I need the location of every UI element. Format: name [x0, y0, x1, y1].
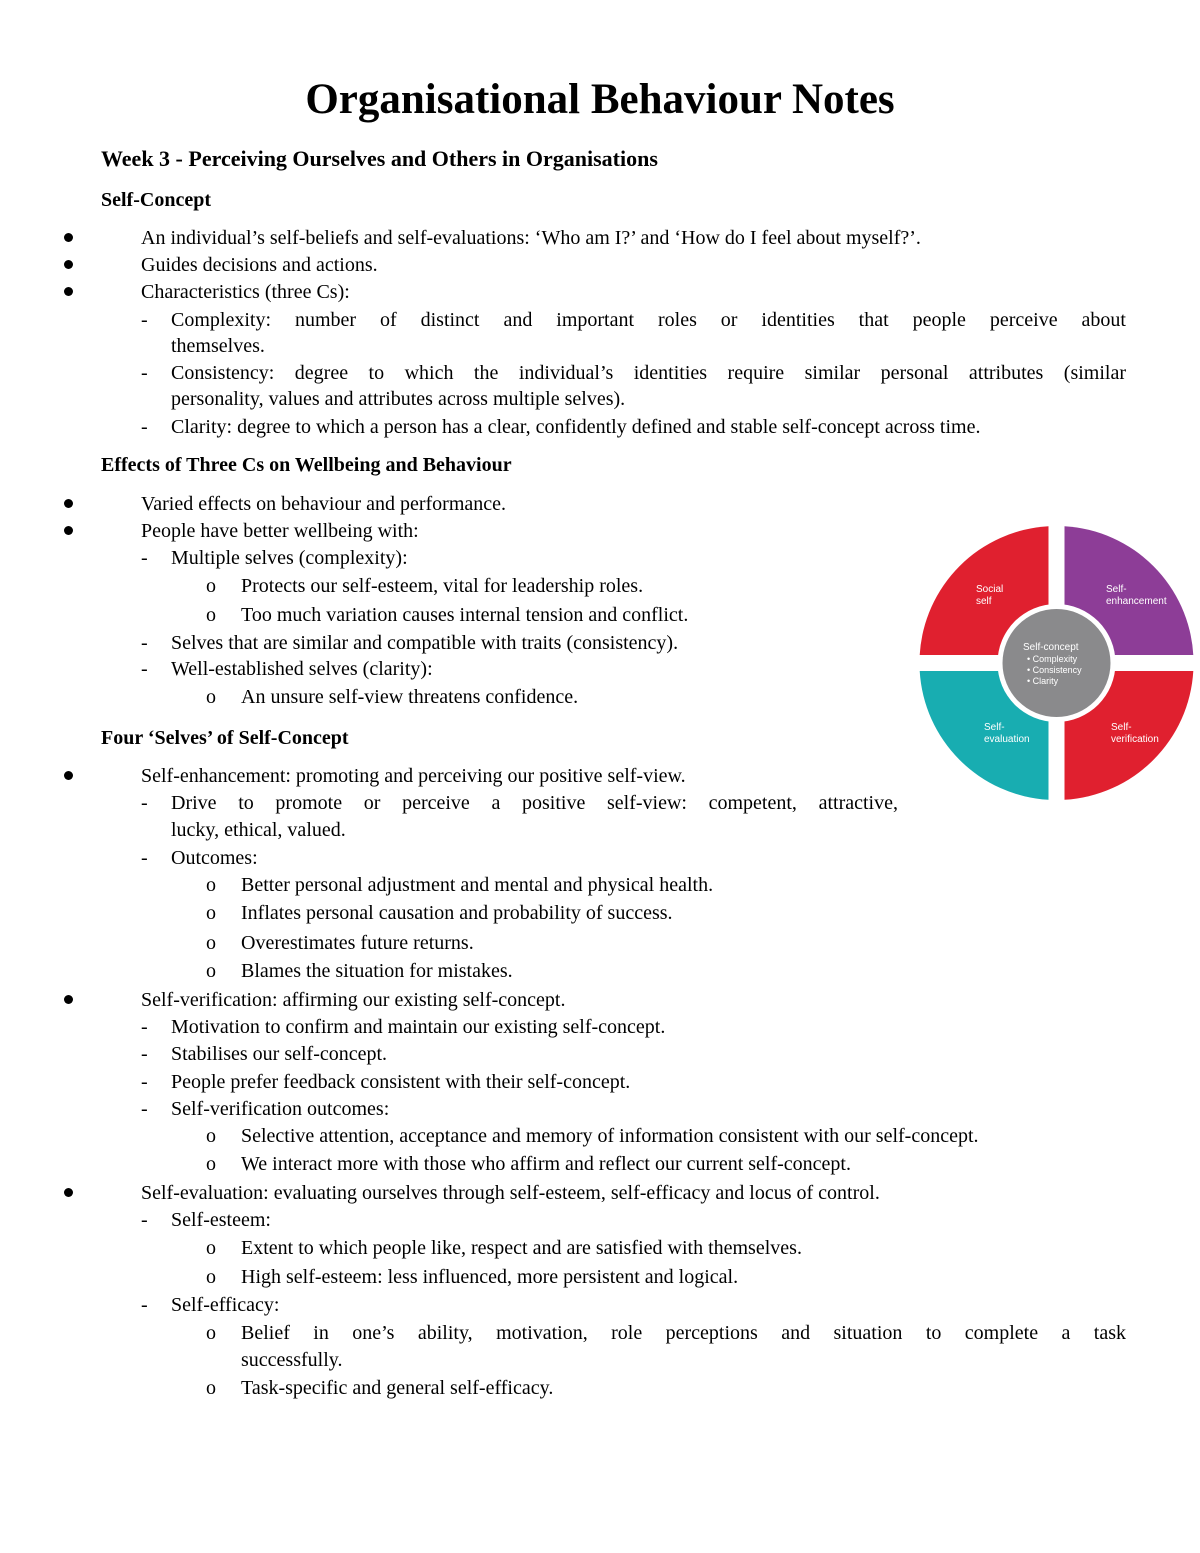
circle-marker: o — [206, 932, 216, 954]
list-item: Better personal adjustment and mental and physical health. — [241, 874, 714, 896]
circle-marker: o — [206, 1237, 216, 1259]
list-item: Blames the situation for mistakes. — [241, 960, 513, 982]
list-item: Clarity: degree to which a person has a clear, confidently defined and stable self-concept across time. — [171, 416, 981, 438]
dash-marker: - — [141, 309, 148, 331]
list-item: Motivation to confirm and maintain our existing self-concept. — [171, 1016, 666, 1038]
dash-marker: - — [141, 632, 148, 654]
list-item-continued: personality, values and attributes across multiple selves). — [171, 388, 626, 410]
list-item: An unsure self-view threatens confidence. — [241, 686, 579, 708]
circle-marker: o — [206, 575, 216, 597]
list-item: Characteristics (three Cs): — [141, 281, 350, 303]
list-item: Protects our self-esteem, vital for leadership roles. — [241, 575, 644, 597]
dash-marker: - — [141, 847, 148, 869]
week-heading: Week 3 - Perceiving Ourselves and Others in Organisations — [101, 146, 658, 171]
list-item: Complexity: number of distinct and important roles or identities that people perceive about — [171, 309, 1126, 331]
circle-marker: o — [206, 960, 216, 982]
list-item: Guides decisions and actions. — [141, 254, 378, 276]
dash-marker: - — [141, 362, 148, 384]
dash-marker: - — [141, 1098, 148, 1120]
dash-marker: - — [141, 1294, 148, 1316]
quadrant-label: Self- — [984, 722, 1005, 733]
list-item: Self-evaluation: evaluating ourselves through self-esteem, self-efficacy and locus of control. — [141, 1182, 880, 1204]
dash-marker: - — [141, 658, 148, 680]
list-item: Extent to which people like, respect and are satisfied with themselves. — [241, 1237, 802, 1259]
quadrant-label: evaluation — [984, 734, 1030, 745]
dash-marker: - — [141, 416, 148, 438]
list-item: High self-esteem: less influenced, more persistent and logical. — [241, 1266, 739, 1288]
bullet-dot — [64, 526, 73, 535]
dash-marker: - — [141, 1209, 148, 1231]
circle-marker: o — [206, 902, 216, 924]
list-item: Multiple selves (complexity): — [171, 547, 408, 569]
list-item: Self-verification outcomes: — [171, 1098, 390, 1120]
quadrant-label: Self- — [1106, 584, 1127, 595]
list-item: Overestimates future returns. — [241, 932, 474, 954]
list-item: Drive to promote or perceive a positive self-view: competent, attractive, — [171, 792, 898, 814]
list-item: An individual’s self-beliefs and self-evaluations: ‘Who am I?’ and ‘How do I feel about myself?’. — [141, 227, 921, 249]
list-item: Task-specific and general self-efficacy. — [241, 1377, 554, 1399]
list-item: Self-enhancement: promoting and perceiving our positive self-view. — [141, 765, 686, 787]
list-item: Consistency: degree to which the individual’s identities require similar personal attributes (similar — [171, 362, 1126, 384]
quadrant-label: self — [976, 596, 992, 607]
circle-marker: o — [206, 1153, 216, 1175]
quadrant-label: verification — [1111, 734, 1159, 745]
quadrant-label: Self- — [1111, 722, 1132, 733]
list-item: Outcomes: — [171, 847, 258, 869]
section-heading-self-concept: Self-Concept — [101, 189, 211, 211]
bullet-dot — [64, 995, 73, 1004]
list-item: Selective attention, acceptance and memory of information consistent with our self-concept. — [241, 1125, 979, 1147]
dash-marker: - — [141, 547, 148, 569]
list-item: We interact more with those who affirm and reflect our current self-concept. — [241, 1153, 851, 1175]
self-concept-diagram — [918, 526, 1195, 800]
list-item: Self-efficacy: — [171, 1294, 280, 1316]
bullet-dot — [64, 260, 73, 269]
bullet-dot — [64, 1188, 73, 1197]
bullet-dot — [64, 233, 73, 242]
circle-marker: o — [206, 1322, 216, 1344]
circle-marker: o — [206, 1266, 216, 1288]
circle-marker: o — [206, 604, 216, 626]
list-item-continued: themselves. — [171, 335, 265, 357]
dash-marker: - — [141, 1016, 148, 1038]
list-item-continued: lucky, ethical, valued. — [171, 819, 346, 841]
document-title: Organisational Behaviour Notes — [305, 76, 895, 123]
list-item: People prefer feedback consistent with their self-concept. — [171, 1071, 631, 1093]
circle-marker: o — [206, 1377, 216, 1399]
section-heading-four-selves: Four ‘Selves’ of Self-Concept — [101, 727, 349, 749]
list-item: Inflates personal causation and probability of success. — [241, 902, 673, 924]
circle-marker: o — [206, 686, 216, 708]
list-item: Well-established selves (clarity): — [171, 658, 433, 680]
bullet-dot — [64, 499, 73, 508]
list-item: Belief in one’s ability, motivation, role perceptions and situation to complete a task — [241, 1322, 1126, 1344]
circle-marker: o — [206, 1125, 216, 1147]
quadrant-label: enhancement — [1106, 596, 1167, 607]
center-item: • Clarity — [1027, 676, 1059, 686]
dash-marker: - — [141, 792, 148, 814]
list-item: Varied effects on behaviour and performance. — [141, 493, 507, 515]
list-item: Too much variation causes internal tension and conflict. — [241, 604, 689, 626]
list-item: Self-verification: affirming our existing self-concept. — [141, 989, 566, 1011]
bullet-dot — [64, 771, 73, 780]
section-heading-effects: Effects of Three Cs on Wellbeing and Behaviour — [101, 454, 512, 476]
list-item: Stabilises our self-concept. — [171, 1043, 388, 1065]
list-item-continued: successfully. — [241, 1349, 343, 1371]
list-item: Self-esteem: — [171, 1209, 271, 1231]
dash-marker: - — [141, 1071, 148, 1093]
center-title: Self-concept — [1023, 642, 1079, 653]
dash-marker: - — [141, 1043, 148, 1065]
bullet-dot — [64, 287, 73, 296]
circle-marker: o — [206, 874, 216, 896]
quadrant-label: Social — [976, 584, 1004, 595]
list-item: Selves that are similar and compatible with traits (consistency). — [171, 632, 679, 654]
center-item: • Consistency — [1027, 665, 1082, 675]
list-item: People have better wellbeing with: — [141, 520, 419, 542]
center-item: • Complexity — [1027, 654, 1078, 664]
